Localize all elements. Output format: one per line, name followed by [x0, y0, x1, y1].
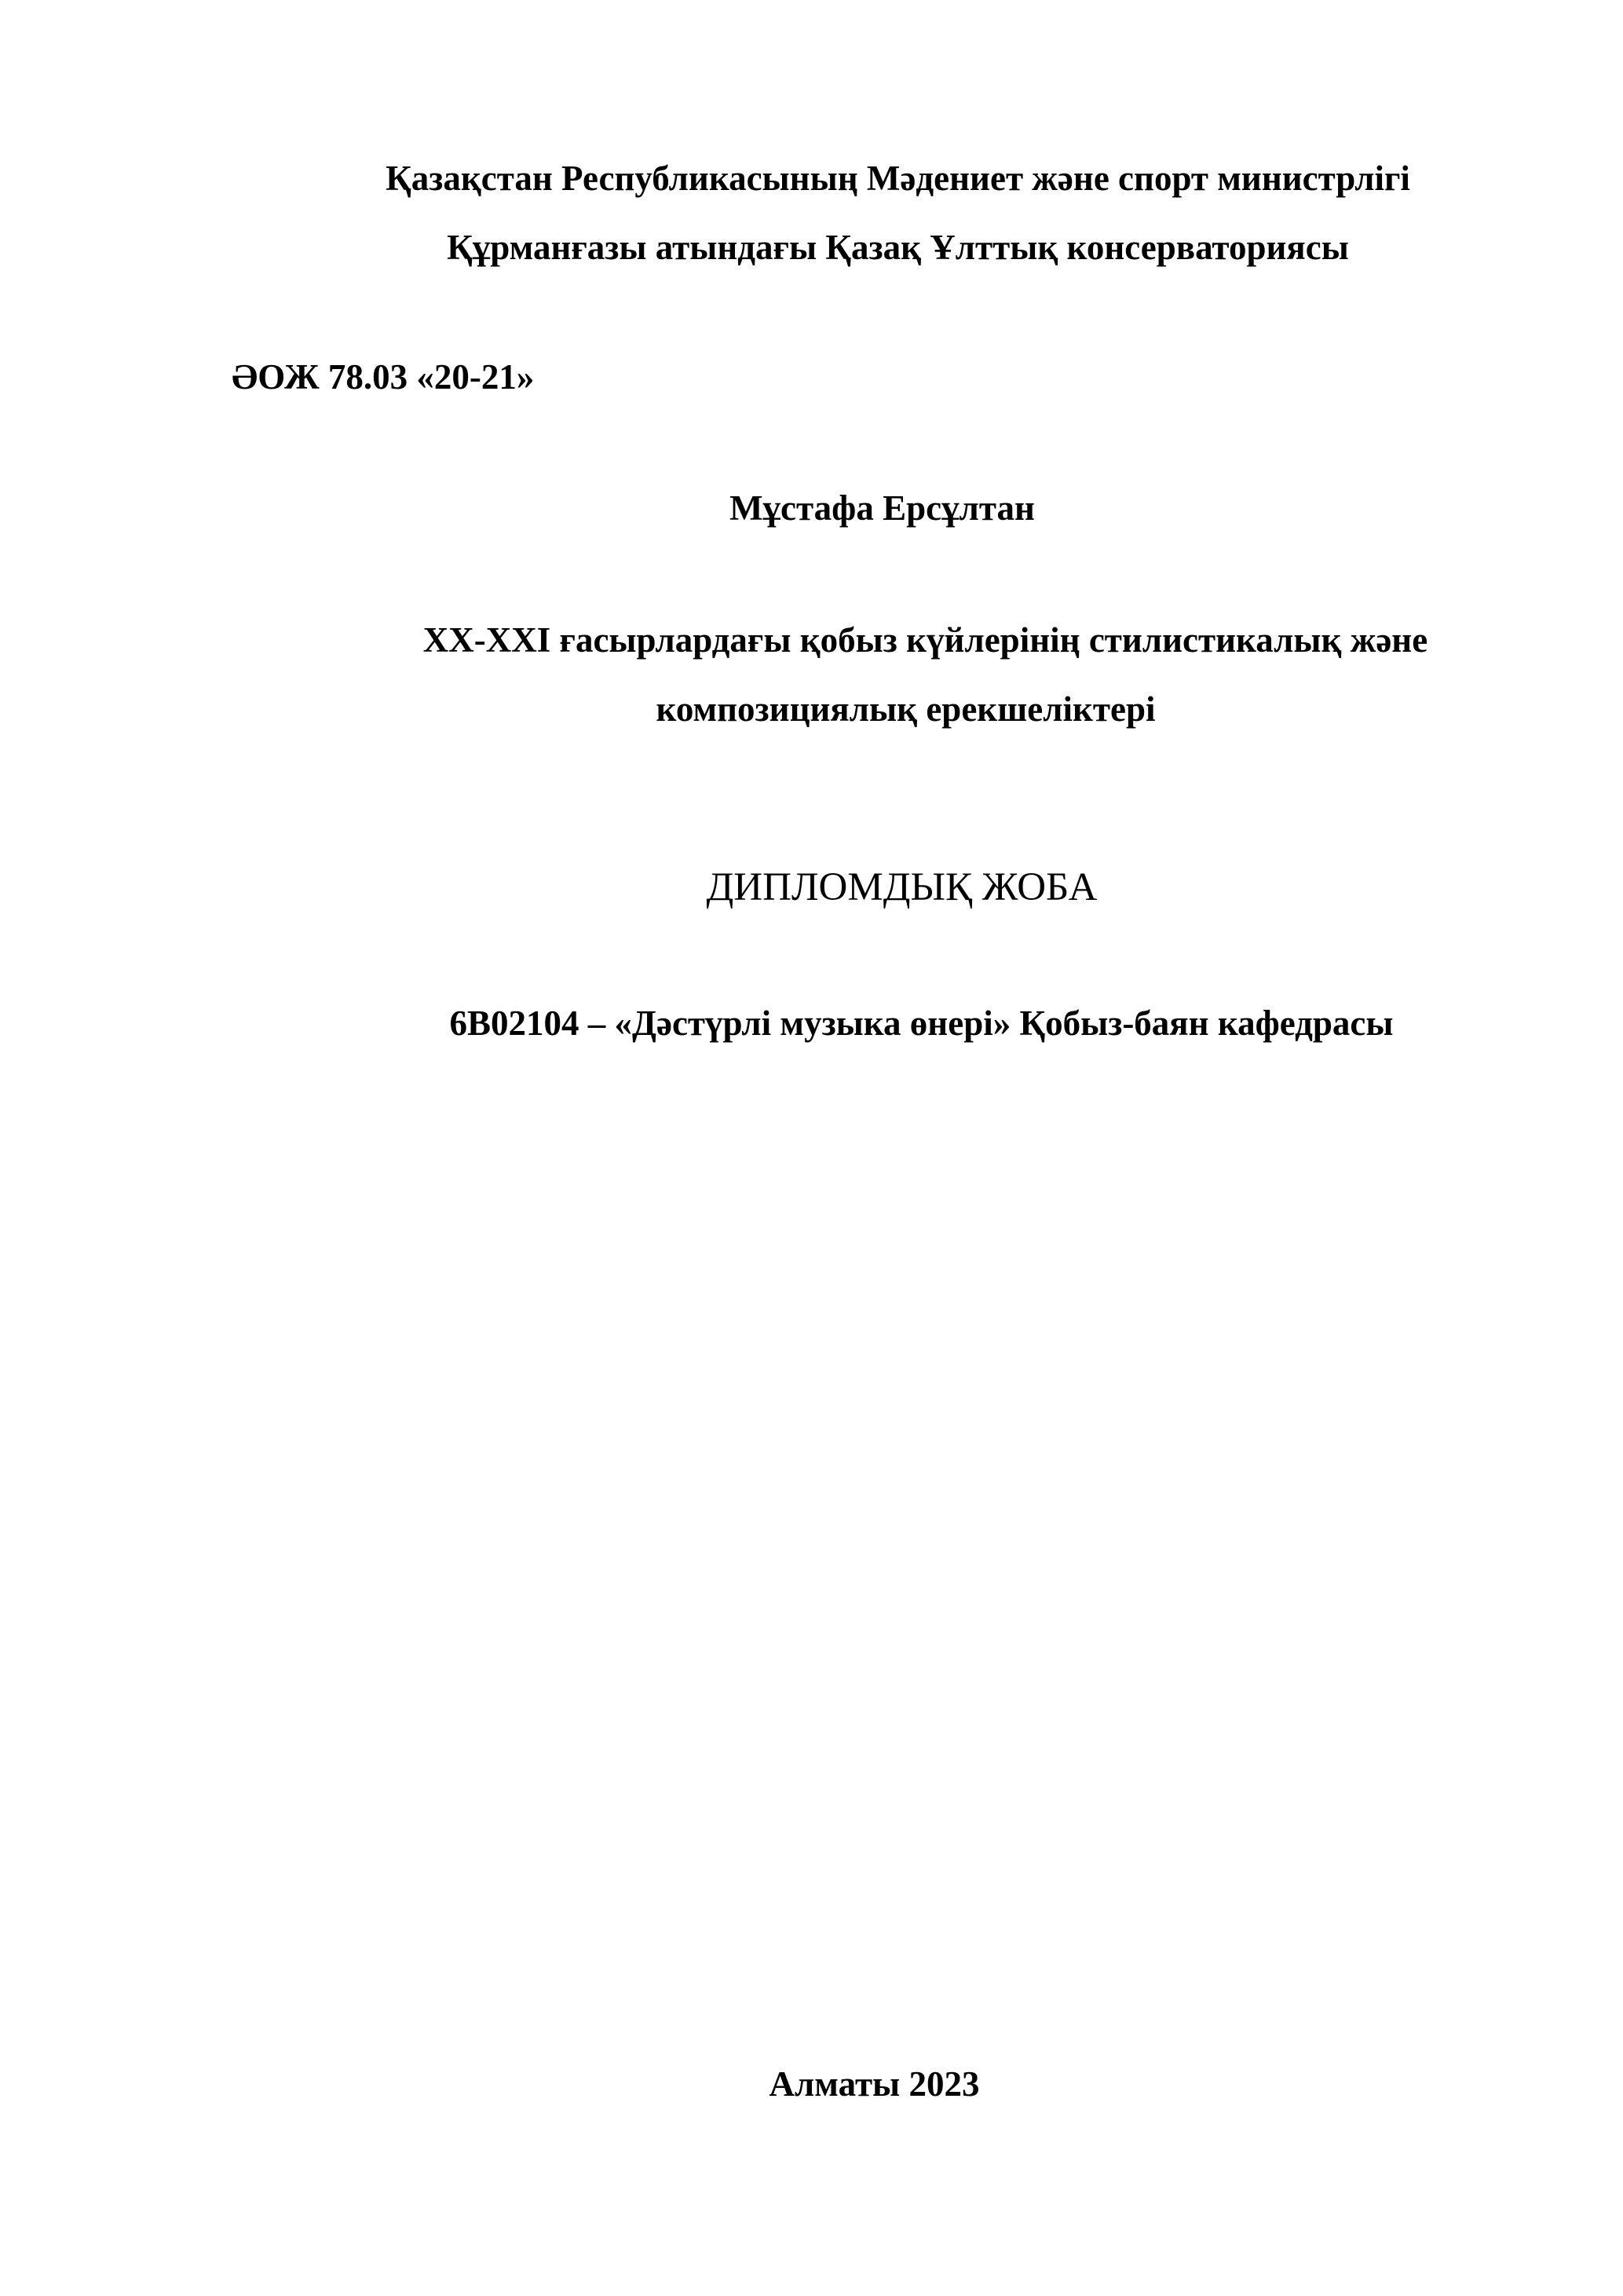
thesis-title-line-1: XX-XXI ғасырлардағы қобыз күйлерінің стилистикалық және — [422, 620, 1428, 660]
document-type-label: ДИПЛОМДЫҚ ЖОБА — [706, 865, 1098, 909]
udc-code: ӘОЖ 78.03 «20-21» — [232, 357, 535, 397]
document-type-heading — [90, 861, 1623, 913]
author-name: Мұстафа Ерсұлтан — [729, 488, 1035, 528]
thesis-title-line-2: композициялық ерекшеліктері — [656, 689, 1156, 729]
institution-heading: Құрманғазы атындағы Қазақ Ұлттық консерваториясы — [447, 228, 1349, 267]
specialty-department: 6В02104 – «Дәстүрлі музыка өнері» Қобыз-баян кафедрасы — [449, 1004, 1394, 1043]
city-year: Алматы 2023 — [769, 2064, 980, 2104]
ministry-heading: Қазақстан Республикасының Мәдениет және спорт министрлігі — [386, 159, 1410, 198]
